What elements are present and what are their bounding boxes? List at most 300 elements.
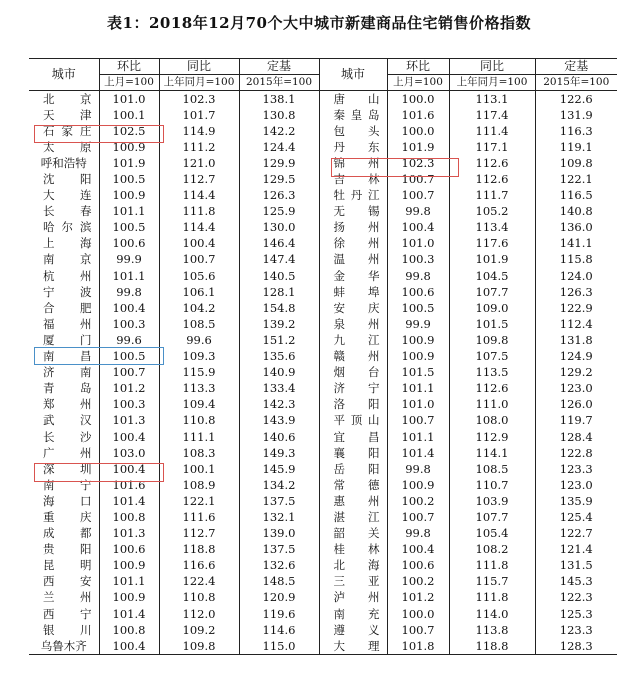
cell-mom-left: 102.5 (99, 123, 159, 139)
cell-mom-right: 100.0 (387, 123, 449, 139)
header-fixed-sub-right: 2015年=100 (535, 75, 617, 91)
cell-city-right: 岳阳 (319, 461, 387, 477)
cell-mom-left: 100.9 (99, 139, 159, 155)
cell-mom-right: 100.5 (387, 300, 449, 316)
cell-fixed-right: 109.8 (535, 155, 617, 171)
table-row (29, 188, 617, 204)
cell-fixed-left: 135.6 (239, 349, 319, 365)
cell-city-right: 平顶山 (319, 413, 387, 429)
cell-yoy-right: 105.2 (449, 204, 535, 220)
cell-yoy-right: 108.5 (449, 461, 535, 477)
cell-mom-right: 99.9 (387, 316, 449, 332)
table-row (29, 171, 617, 187)
cell-fixed-right: 125.3 (535, 606, 617, 622)
cell-yoy-right: 107.5 (449, 349, 535, 365)
cell-fixed-right: 124.9 (535, 349, 617, 365)
cell-mom-left: 100.4 (99, 638, 159, 655)
cell-yoy-left: 114.4 (159, 220, 239, 236)
cell-city-right: 泉州 (319, 316, 387, 332)
cell-city-left: 哈尔滨 (43, 220, 92, 235)
cell-mom-right: 100.7 (387, 622, 449, 638)
cell-fixed-left: 140.6 (239, 429, 319, 445)
cell-fixed-left: 133.4 (239, 381, 319, 397)
table-row (29, 558, 617, 574)
table-row (29, 236, 617, 252)
cell-yoy-right: 112.6 (449, 155, 535, 171)
cell-mom-right: 102.3 (387, 155, 449, 171)
cell-city-left: 宁波 (43, 284, 92, 299)
cell-mom-right: 100.7 (387, 171, 449, 187)
cell-mom-right: 101.0 (387, 397, 449, 413)
cell-city-left: 重庆 (43, 509, 92, 524)
cell-mom-right: 101.5 (387, 365, 449, 381)
cell-fixed-left: 132.1 (239, 509, 319, 525)
cell-fixed-right: 128.4 (535, 429, 617, 445)
cell-yoy-left: 112.7 (159, 171, 239, 187)
cell-city-left: 北京 (43, 91, 92, 106)
header-row-top (29, 59, 617, 75)
table-row (29, 332, 617, 348)
cell-fixed-right: 123.0 (535, 477, 617, 493)
cell-city-right: 烟台 (319, 365, 387, 381)
price-index-table (29, 58, 617, 655)
cell-mom-left: 101.1 (99, 574, 159, 590)
cell-fixed-right: 119.1 (535, 139, 617, 155)
cell-yoy-left: 101.7 (159, 107, 239, 123)
cell-yoy-left: 110.8 (159, 413, 239, 429)
cell-mom-right: 100.0 (387, 91, 449, 108)
cell-city-right: 徐州 (319, 236, 387, 252)
header-mom-sub-left: 上月=100 (99, 75, 159, 91)
cell-mom-left: 100.7 (99, 365, 159, 381)
table-row (29, 284, 617, 300)
cell-yoy-left: 102.3 (159, 91, 239, 108)
cell-city-left: 南昌 (43, 349, 92, 364)
cell-fixed-right: 123.0 (535, 381, 617, 397)
cell-fixed-left: 140.9 (239, 365, 319, 381)
cell-city-right: 包头 (319, 123, 387, 139)
cell-city-left: 郑州 (43, 397, 92, 412)
cell-mom-right: 100.6 (387, 284, 449, 300)
cell-fixed-right: 122.6 (535, 91, 617, 108)
cell-mom-right: 100.7 (387, 509, 449, 525)
cell-city-left: 海口 (43, 493, 92, 508)
cell-fixed-left: 132.6 (239, 558, 319, 574)
table-row (29, 574, 617, 590)
cell-city-left: 武汉 (43, 413, 92, 428)
cell-city-left: 沈阳 (43, 172, 92, 187)
cell-fixed-left: 130.8 (239, 107, 319, 123)
cell-city-left: 呼和浩特 (40, 155, 87, 170)
cell-fixed-left: 119.6 (239, 606, 319, 622)
table-row (29, 300, 617, 316)
cell-mom-left: 100.6 (99, 236, 159, 252)
cell-fixed-right: 116.3 (535, 123, 617, 139)
cell-yoy-left: 122.1 (159, 493, 239, 509)
cell-city-left: 合肥 (43, 300, 92, 315)
cell-mom-right: 99.8 (387, 461, 449, 477)
header-yoy-sub-right: 上年同月=100 (449, 75, 535, 91)
cell-city-left: 兰州 (43, 590, 92, 605)
cell-mom-left: 100.5 (99, 171, 159, 187)
cell-yoy-right: 103.9 (449, 493, 535, 509)
header-fixed-sub-left: 2015年=100 (239, 75, 319, 91)
cell-yoy-left: 111.8 (159, 204, 239, 220)
cell-yoy-left: 100.4 (159, 236, 239, 252)
cell-yoy-right: 111.7 (449, 188, 535, 204)
cell-mom-right: 100.4 (387, 542, 449, 558)
cell-yoy-right: 109.0 (449, 300, 535, 316)
cell-mom-right: 101.1 (387, 429, 449, 445)
cell-yoy-right: 105.4 (449, 526, 535, 542)
cell-fixed-right: 121.4 (535, 542, 617, 558)
cell-mom-right: 101.8 (387, 638, 449, 655)
cell-mom-left: 99.9 (99, 252, 159, 268)
cell-fixed-right: 126.0 (535, 397, 617, 413)
cell-city-left: 杭州 (43, 268, 92, 283)
cell-fixed-right: 141.1 (535, 236, 617, 252)
cell-mom-left: 101.9 (99, 155, 159, 171)
table-row (29, 204, 617, 220)
cell-yoy-right: 114.0 (449, 606, 535, 622)
cell-city-right: 三亚 (319, 574, 387, 590)
cell-mom-left: 103.0 (99, 445, 159, 461)
cell-city-left: 贵阳 (43, 542, 92, 557)
cell-yoy-right: 101.5 (449, 316, 535, 332)
table-row (29, 606, 617, 622)
cell-fixed-right: 145.3 (535, 574, 617, 590)
cell-yoy-right: 113.8 (449, 622, 535, 638)
cell-yoy-left: 99.6 (159, 332, 239, 348)
cell-yoy-right: 117.4 (449, 107, 535, 123)
header-mom-left: 环比 (99, 59, 159, 75)
cell-fixed-left: 140.5 (239, 268, 319, 284)
cell-fixed-right: 126.3 (535, 284, 617, 300)
table-row (29, 542, 617, 558)
table-row (29, 316, 617, 332)
cell-mom-right: 99.8 (387, 204, 449, 220)
cell-mom-left: 100.8 (99, 622, 159, 638)
cell-city-left: 青岛 (43, 381, 92, 396)
cell-fixed-right: 123.3 (535, 461, 617, 477)
cell-yoy-left: 118.8 (159, 542, 239, 558)
cell-mom-left: 101.3 (99, 526, 159, 542)
cell-city-right: 赣州 (319, 349, 387, 365)
cell-city-left: 西安 (43, 574, 92, 589)
cell-yoy-right: 107.7 (449, 284, 535, 300)
cell-mom-right: 101.4 (387, 445, 449, 461)
cell-mom-left: 100.3 (99, 316, 159, 332)
cell-city-right: 洛阳 (319, 397, 387, 413)
cell-mom-right: 101.9 (387, 139, 449, 155)
cell-yoy-left: 100.1 (159, 461, 239, 477)
cell-city-left: 银川 (43, 622, 92, 637)
header-fixed-right: 定基 (535, 59, 617, 75)
cell-fixed-right: 125.4 (535, 509, 617, 525)
cell-fixed-right: 140.8 (535, 204, 617, 220)
cell-fixed-right: 122.8 (535, 445, 617, 461)
cell-yoy-left: 115.9 (159, 365, 239, 381)
table-row (29, 107, 617, 123)
cell-mom-left: 101.4 (99, 493, 159, 509)
cell-mom-left: 100.5 (99, 220, 159, 236)
table-row (29, 461, 617, 477)
cell-city-right: 桂林 (319, 542, 387, 558)
cell-fixed-left: 134.2 (239, 477, 319, 493)
cell-yoy-left: 111.6 (159, 509, 239, 525)
cell-city-right: 安庆 (319, 300, 387, 316)
cell-mom-right: 99.8 (387, 526, 449, 542)
cell-fixed-left: 126.3 (239, 188, 319, 204)
cell-yoy-left: 104.2 (159, 300, 239, 316)
cell-city-right: 常德 (319, 477, 387, 493)
table-row (29, 429, 617, 445)
cell-fixed-left: 142.3 (239, 397, 319, 413)
cell-fixed-left: 146.4 (239, 236, 319, 252)
cell-yoy-left: 108.5 (159, 316, 239, 332)
table-row (29, 413, 617, 429)
cell-fixed-right: 116.5 (535, 188, 617, 204)
cell-mom-right: 100.2 (387, 574, 449, 590)
cell-fixed-left: 130.0 (239, 220, 319, 236)
cell-city-right: 湛江 (319, 509, 387, 525)
cell-yoy-right: 111.8 (449, 558, 535, 574)
table-row (29, 509, 617, 525)
cell-yoy-left: 111.2 (159, 139, 239, 155)
cell-yoy-left: 122.4 (159, 574, 239, 590)
table-row (29, 91, 617, 108)
cell-mom-left: 100.6 (99, 542, 159, 558)
cell-yoy-right: 108.2 (449, 542, 535, 558)
cell-fixed-right: 128.3 (535, 638, 617, 655)
cell-fixed-right: 131.5 (535, 558, 617, 574)
cell-fixed-left: 120.9 (239, 590, 319, 606)
cell-mom-left: 101.4 (99, 606, 159, 622)
cell-city-right: 唐山 (319, 91, 387, 108)
cell-mom-left: 101.3 (99, 413, 159, 429)
cell-fixed-right: 124.0 (535, 268, 617, 284)
cell-mom-left: 100.4 (99, 461, 159, 477)
cell-mom-left: 100.8 (99, 509, 159, 525)
cell-yoy-left: 106.1 (159, 284, 239, 300)
header-mom-sub-right: 上月=100 (387, 75, 449, 91)
cell-city-left: 长沙 (43, 429, 92, 444)
cell-city-right: 宜昌 (319, 429, 387, 445)
table-row (29, 445, 617, 461)
table-row (29, 139, 617, 155)
cell-yoy-right: 104.5 (449, 268, 535, 284)
cell-yoy-right: 118.8 (449, 638, 535, 655)
table-row (29, 123, 617, 139)
cell-fixed-right: 122.3 (535, 590, 617, 606)
cell-city-right: 丹东 (319, 139, 387, 155)
table-row (29, 365, 617, 381)
cell-fixed-right: 115.8 (535, 252, 617, 268)
table-title: 表1：2018年12月70个大中城市新建商品住宅销售价格指数 (107, 14, 531, 32)
cell-mom-left: 101.2 (99, 381, 159, 397)
cell-yoy-left: 105.6 (159, 268, 239, 284)
cell-city-left: 成都 (43, 526, 92, 541)
cell-fixed-right: 119.7 (535, 413, 617, 429)
cell-yoy-left: 109.3 (159, 349, 239, 365)
cell-fixed-left: 149.3 (239, 445, 319, 461)
cell-yoy-right: 115.7 (449, 574, 535, 590)
cell-city-right: 南充 (319, 606, 387, 622)
cell-mom-right: 100.2 (387, 493, 449, 509)
cell-yoy-left: 108.9 (159, 477, 239, 493)
table-row (29, 638, 617, 655)
table-row (29, 622, 617, 638)
cell-city-left: 天津 (43, 107, 92, 122)
table-row (29, 252, 617, 268)
header-yoy-right: 同比 (449, 59, 535, 75)
cell-city-left: 昆明 (43, 558, 92, 573)
cell-yoy-left: 116.6 (159, 558, 239, 574)
cell-mom-left: 101.6 (99, 477, 159, 493)
cell-fixed-left: 139.2 (239, 316, 319, 332)
cell-city-left: 广州 (43, 445, 92, 460)
cell-yoy-right: 108.0 (449, 413, 535, 429)
cell-city-left: 太原 (43, 139, 92, 154)
cell-mom-right: 100.4 (387, 220, 449, 236)
header-yoy-sub-left: 上年同月=100 (159, 75, 239, 91)
cell-yoy-right: 113.1 (449, 91, 535, 108)
cell-fixed-left: 145.9 (239, 461, 319, 477)
cell-yoy-left: 113.3 (159, 381, 239, 397)
cell-city-right: 济宁 (319, 381, 387, 397)
cell-mom-left: 101.0 (99, 91, 159, 108)
cell-fixed-left: 128.1 (239, 284, 319, 300)
table-row (29, 268, 617, 284)
cell-fixed-right: 123.3 (535, 622, 617, 638)
cell-city-right: 扬州 (319, 220, 387, 236)
cell-yoy-right: 111.0 (449, 397, 535, 413)
table-row (29, 397, 617, 413)
cell-fixed-right: 122.7 (535, 526, 617, 542)
cell-city-left: 深圳 (43, 461, 92, 476)
cell-fixed-left: 114.6 (239, 622, 319, 638)
cell-fixed-left: 137.5 (239, 493, 319, 509)
cell-city-left: 大连 (43, 188, 92, 203)
cell-yoy-left: 112.0 (159, 606, 239, 622)
cell-fixed-left: 138.1 (239, 91, 319, 108)
header-fixed-left: 定基 (239, 59, 319, 75)
header-city-right: 城市 (319, 59, 387, 91)
cell-mom-left: 100.1 (99, 107, 159, 123)
cell-yoy-right: 111.8 (449, 590, 535, 606)
cell-yoy-right: 109.8 (449, 332, 535, 348)
cell-city-right: 金华 (319, 268, 387, 284)
cell-city-right: 无锡 (319, 204, 387, 220)
cell-fixed-right: 131.8 (535, 332, 617, 348)
table-row (29, 220, 617, 236)
cell-mom-left: 100.9 (99, 558, 159, 574)
cell-yoy-right: 110.7 (449, 477, 535, 493)
cell-yoy-left: 112.7 (159, 526, 239, 542)
cell-fixed-left: 154.8 (239, 300, 319, 316)
cell-city-right: 秦皇岛 (319, 107, 387, 123)
cell-yoy-right: 101.9 (449, 252, 535, 268)
cell-mom-left: 99.8 (99, 284, 159, 300)
cell-mom-left: 100.4 (99, 300, 159, 316)
cell-yoy-left: 109.8 (159, 638, 239, 655)
cell-fixed-right: 112.4 (535, 316, 617, 332)
cell-city-left: 厦门 (43, 332, 92, 347)
cell-yoy-right: 117.6 (449, 236, 535, 252)
cell-city-right: 遵义 (319, 622, 387, 638)
cell-mom-right: 100.9 (387, 349, 449, 365)
cell-fixed-left: 137.5 (239, 542, 319, 558)
cell-yoy-right: 112.6 (449, 381, 535, 397)
cell-mom-left: 100.5 (99, 349, 159, 365)
cell-city-right: 北海 (319, 558, 387, 574)
cell-fixed-left: 147.4 (239, 252, 319, 268)
cell-fixed-left: 151.2 (239, 332, 319, 348)
cell-yoy-right: 112.9 (449, 429, 535, 445)
cell-city-right: 蚌埠 (319, 284, 387, 300)
cell-fixed-left: 143.9 (239, 413, 319, 429)
header-mom-right: 环比 (387, 59, 449, 75)
cell-yoy-left: 100.7 (159, 252, 239, 268)
cell-yoy-right: 113.4 (449, 220, 535, 236)
cell-city-left: 南京 (43, 252, 92, 267)
cell-yoy-right: 114.1 (449, 445, 535, 461)
cell-fixed-left: 115.0 (239, 638, 319, 655)
cell-mom-right: 100.7 (387, 188, 449, 204)
cell-mom-left: 100.9 (99, 188, 159, 204)
table-row (29, 526, 617, 542)
cell-mom-right: 101.6 (387, 107, 449, 123)
cell-city-left: 福州 (43, 316, 92, 331)
cell-fixed-right: 131.9 (535, 107, 617, 123)
cell-city-left: 上海 (43, 236, 92, 251)
cell-mom-left: 100.4 (99, 429, 159, 445)
cell-mom-right: 99.8 (387, 268, 449, 284)
cell-city-right: 襄阳 (319, 445, 387, 461)
table-row (29, 493, 617, 509)
cell-yoy-right: 107.7 (449, 509, 535, 525)
cell-city-right: 锦州 (319, 155, 387, 171)
cell-city-left: 长春 (43, 204, 92, 219)
table-row (29, 155, 617, 171)
cell-mom-right: 100.9 (387, 477, 449, 493)
cell-city-left: 南宁 (43, 477, 92, 492)
cell-fixed-right: 122.1 (535, 171, 617, 187)
table-row (29, 349, 617, 365)
cell-yoy-right: 117.1 (449, 139, 535, 155)
cell-city-right: 吉林 (319, 171, 387, 187)
cell-mom-left: 99.6 (99, 332, 159, 348)
cell-fixed-right: 135.9 (535, 493, 617, 509)
cell-yoy-left: 109.4 (159, 397, 239, 413)
cell-mom-right: 100.7 (387, 413, 449, 429)
cell-city-right: 大理 (319, 638, 387, 655)
cell-yoy-right: 113.5 (449, 365, 535, 381)
table-row (29, 477, 617, 493)
header-yoy-left: 同比 (159, 59, 239, 75)
cell-mom-right: 100.0 (387, 606, 449, 622)
cell-city-right: 泸州 (319, 590, 387, 606)
cell-mom-right: 100.3 (387, 252, 449, 268)
cell-city-right: 韶关 (319, 526, 387, 542)
cell-city-right: 温州 (319, 252, 387, 268)
cell-city-left: 西宁 (43, 606, 92, 621)
table-body (29, 91, 617, 655)
cell-fixed-right: 129.2 (535, 365, 617, 381)
cell-mom-right: 101.1 (387, 381, 449, 397)
cell-yoy-left: 121.0 (159, 155, 239, 171)
cell-fixed-left: 129.5 (239, 171, 319, 187)
